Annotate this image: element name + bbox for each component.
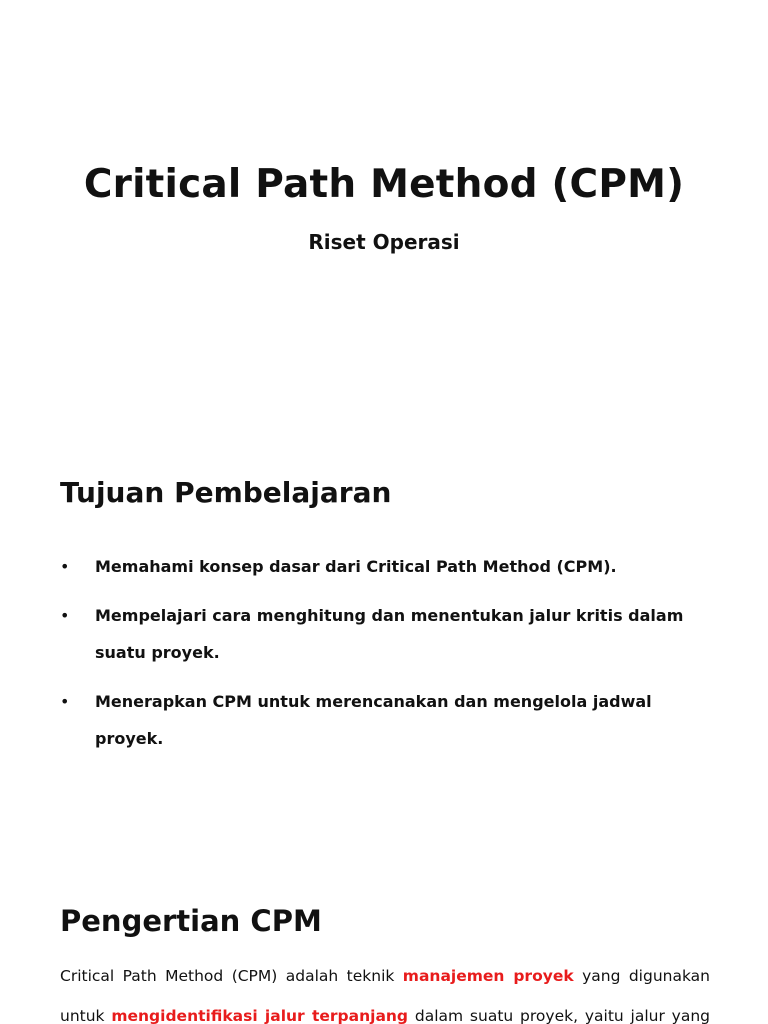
bullet-icon: • — [60, 606, 70, 625]
paragraph-text: Critical Path Method (CPM) adalah teknik — [60, 967, 403, 985]
list-item — [60, 683, 710, 757]
list-item-text: Memahami konsep dasar dari Critical Path Method (CPM). — [95, 557, 617, 576]
paragraph-text: dalam suatu proyek, yaitu jalur yang — [408, 1007, 711, 1024]
paragraph-line — [60, 996, 710, 1024]
definition-paragraph — [60, 956, 710, 1024]
paragraph-text: untuk — [60, 1007, 112, 1024]
paragraph-line — [60, 956, 710, 996]
list-item-text: Mempelajari cara menghitung dan menentukan jalur kritis dalam suatu proyek. — [95, 606, 684, 662]
section-heading-objectives: Tujuan Pembelajaran — [60, 476, 392, 509]
bullet-icon: • — [60, 692, 70, 711]
page-title: Critical Path Method (CPM) — [83, 162, 685, 207]
highlight-text: manajemen proyek — [402, 967, 574, 985]
section-heading-definition: Pengertian CPM — [60, 904, 322, 938]
bullet-icon: • — [60, 557, 70, 576]
list-item — [60, 548, 710, 585]
page-subtitle: Riset Operasi — [308, 230, 460, 254]
list-item-text: Menerapkan CPM untuk merencanakan dan mengelola jadwal proyek. — [95, 692, 652, 748]
objectives-list — [60, 548, 710, 769]
list-item — [60, 597, 710, 671]
highlight-text: mengidentifikasi jalur terpanjang — [111, 1007, 409, 1024]
paragraph-text: yang digunakan — [573, 967, 710, 985]
